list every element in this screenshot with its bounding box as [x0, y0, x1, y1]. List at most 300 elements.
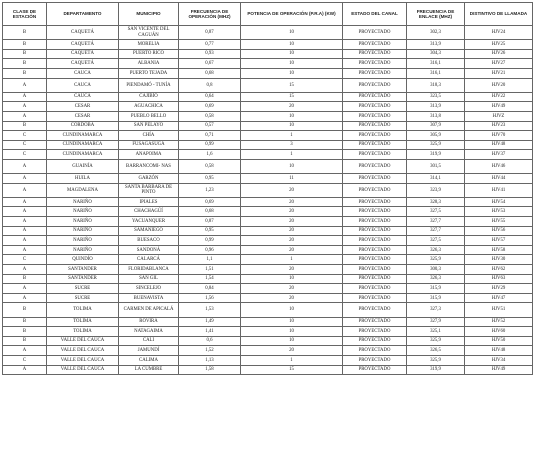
cell-departamento: MAGDALENA — [47, 183, 119, 197]
cell-frecuencia-operacion: 1,23 — [179, 183, 241, 197]
cell-distintivo: HJV46 — [465, 159, 533, 173]
cell-potencia: 10 — [241, 327, 343, 337]
cell-municipio: ROVIRA — [119, 317, 179, 327]
table-row — [3, 355, 533, 365]
cell-municipio: CAJIBÍO — [119, 92, 179, 102]
cell-distintivo: HJV49 — [465, 102, 533, 112]
cell-departamento: NARIÑO — [47, 207, 119, 217]
cell-municipio: SANTA BÁRBARA DE PINTO — [119, 183, 179, 197]
cell-clase: A — [3, 207, 47, 217]
cell-potencia: 10 — [241, 68, 343, 78]
cell-potencia: 10 — [241, 317, 343, 327]
cell-distintivo: HJV30 — [465, 255, 533, 265]
cell-estado: PROYECTADO — [343, 274, 407, 284]
cell-frecuencia-operacion: 0,77 — [179, 40, 241, 50]
cell-frecuencia-operacion: 0,84 — [179, 284, 241, 294]
cell-municipio: CHÍA — [119, 131, 179, 141]
header-potencia: POTENCIA DE OPERACIÓN (P.R.A) (KW) — [241, 3, 343, 26]
cell-clase: A — [3, 236, 47, 246]
cell-frecuencia-enlace: 313,8 — [407, 111, 465, 121]
cell-estado: PROYECTADO — [343, 197, 407, 207]
cell-distintivo: HJV50 — [465, 336, 533, 346]
cell-frecuencia-operacion: 0,58 — [179, 111, 241, 121]
cell-departamento: SANTANDER — [47, 265, 119, 275]
cell-departamento: SUCRE — [47, 293, 119, 303]
table-row — [3, 226, 533, 236]
cell-municipio: FLORIDABLANCA — [119, 265, 179, 275]
cell-clase: A — [3, 102, 47, 112]
table-row — [3, 255, 533, 265]
header-clase: CLASE DE ESTACIÓN — [3, 3, 47, 26]
cell-estado: PROYECTADO — [343, 365, 407, 375]
cell-clase: A — [3, 174, 47, 184]
cell-municipio: ALBANIA — [119, 59, 179, 69]
cell-frecuencia-operacion: 0,68 — [179, 207, 241, 217]
cell-frecuencia-operacion: 0,69 — [179, 102, 241, 112]
cell-municipio: CHACHAGÜÍ — [119, 207, 179, 217]
cell-departamento: CESAR — [47, 102, 119, 112]
cell-frecuencia-operacion: 0,58 — [179, 159, 241, 173]
cell-potencia: 20 — [241, 197, 343, 207]
cell-estado: PROYECTADO — [343, 174, 407, 184]
cell-estado: PROYECTADO — [343, 131, 407, 141]
cell-departamento: TOLIMA — [47, 317, 119, 327]
cell-distintivo: HJVZ — [465, 111, 533, 121]
cell-clase: A — [3, 217, 47, 227]
cell-municipio: AGUACHICA — [119, 102, 179, 112]
cell-departamento: NARIÑO — [47, 217, 119, 227]
cell-frecuencia-enlace: 319,9 — [407, 150, 465, 160]
cell-distintivo: HJV48 — [465, 140, 533, 150]
cell-municipio: PUERTO RICO — [119, 49, 179, 59]
cell-municipio: CALARCÁ — [119, 255, 179, 265]
cell-clase: A — [3, 226, 47, 236]
cell-estado: PROYECTADO — [343, 217, 407, 227]
table-row — [3, 68, 533, 78]
cell-distintivo: HJV54 — [465, 197, 533, 207]
cell-distintivo: HJV41 — [465, 183, 533, 197]
cell-frecuencia-enlace: 304,3 — [407, 49, 465, 59]
cell-potencia: 20 — [241, 102, 343, 112]
cell-potencia: 20 — [241, 346, 343, 356]
table-row — [3, 365, 533, 375]
cell-clase: B — [3, 303, 47, 317]
cell-frecuencia-operacion: 1,6 — [179, 150, 241, 160]
table-row — [3, 78, 533, 92]
header-frecuencia-enlace: FRECUENCIA DE ENLACE (MHZ) — [407, 3, 465, 26]
cell-clase: B — [3, 274, 47, 284]
cell-departamento: CAQUETÁ — [47, 59, 119, 69]
cell-frecuencia-operacion: 0,96 — [179, 245, 241, 255]
cell-frecuencia-enlace: 300,3 — [407, 265, 465, 275]
cell-departamento: NARIÑO — [47, 245, 119, 255]
cell-departamento: CAQUETÁ — [47, 49, 119, 59]
cell-frecuencia-enlace: 315,9 — [407, 293, 465, 303]
cell-estado: PROYECTADO — [343, 68, 407, 78]
cell-departamento: CAQUETÁ — [47, 26, 119, 40]
cell-potencia: 10 — [241, 26, 343, 40]
cell-distintivo: HJV24 — [465, 26, 533, 40]
cell-distintivo: HJV63 — [465, 274, 533, 284]
cell-frecuencia-enlace: 326,3 — [407, 274, 465, 284]
cell-estado: PROYECTADO — [343, 121, 407, 131]
cell-municipio: PUEBLO BELLO — [119, 111, 179, 121]
cell-frecuencia-operacion: 1,53 — [179, 303, 241, 317]
table-row — [3, 121, 533, 131]
table-header-row — [3, 3, 533, 26]
cell-frecuencia-enlace: 301,5 — [407, 159, 465, 173]
cell-clase: B — [3, 336, 47, 346]
cell-departamento: TOLIMA — [47, 327, 119, 337]
cell-frecuencia-enlace: 327,5 — [407, 236, 465, 246]
cell-frecuencia-operacion: 0,87 — [179, 26, 241, 40]
cell-potencia: 1 — [241, 131, 343, 141]
cell-frecuencia-operacion: 0,71 — [179, 131, 241, 141]
cell-frecuencia-operacion: 0,6 — [179, 336, 241, 346]
cell-frecuencia-enlace: 325,9 — [407, 336, 465, 346]
cell-estado: PROYECTADO — [343, 207, 407, 217]
cell-clase: C — [3, 131, 47, 141]
cell-potencia: 1 — [241, 150, 343, 160]
cell-departamento: NARIÑO — [47, 226, 119, 236]
cell-potencia: 15 — [241, 92, 343, 102]
cell-departamento: CÓRDOBA — [47, 121, 119, 131]
cell-municipio: ANAPOIMA — [119, 150, 179, 160]
cell-potencia: 1 — [241, 255, 343, 265]
cell-frecuencia-enlace: 327,5 — [407, 207, 465, 217]
cell-frecuencia-enlace: 326,3 — [407, 245, 465, 255]
stations-table — [2, 2, 533, 375]
cell-frecuencia-operacion: 1,58 — [179, 365, 241, 375]
cell-potencia: 10 — [241, 336, 343, 346]
cell-frecuencia-enlace: 323,9 — [407, 183, 465, 197]
cell-potencia: 10 — [241, 121, 343, 131]
cell-frecuencia-operacion: 1,1 — [179, 255, 241, 265]
cell-frecuencia-enlace: 316,1 — [407, 59, 465, 69]
cell-distintivo: HJV29 — [465, 284, 533, 294]
cell-distintivo: HJV60 — [465, 327, 533, 337]
cell-frecuencia-enlace: 302,3 — [407, 26, 465, 40]
cell-frecuencia-operacion: 1,41 — [179, 327, 241, 337]
cell-clase: A — [3, 92, 47, 102]
cell-departamento: GUAINÍA — [47, 159, 119, 173]
cell-frecuencia-enlace: 313,9 — [407, 40, 465, 50]
cell-potencia: 15 — [241, 78, 343, 92]
cell-departamento: CUNDINAMARCA — [47, 140, 119, 150]
cell-departamento: CAUCA — [47, 92, 119, 102]
cell-distintivo: HJV58 — [465, 245, 533, 255]
cell-frecuencia-enlace: 327,7 — [407, 217, 465, 227]
table-row — [3, 236, 533, 246]
cell-potencia: 20 — [241, 207, 343, 217]
table-row — [3, 159, 533, 173]
cell-potencia: 11 — [241, 174, 343, 184]
cell-potencia: 10 — [241, 49, 343, 59]
cell-potencia: 10 — [241, 40, 343, 50]
cell-estado: PROYECTADO — [343, 327, 407, 337]
cell-potencia: 10 — [241, 303, 343, 317]
cell-frecuencia-enlace: 328,3 — [407, 197, 465, 207]
cell-distintivo: HJV34 — [465, 355, 533, 365]
cell-estado: PROYECTADO — [343, 159, 407, 173]
table-row — [3, 92, 533, 102]
cell-estado: PROYECTADO — [343, 265, 407, 275]
cell-frecuencia-operacion: 0,99 — [179, 236, 241, 246]
header-frecuencia-operacion: FRECUENCIA DE OPERACIÓN (MHZ) — [179, 3, 241, 26]
cell-frecuencia-enlace: 325,9 — [407, 255, 465, 265]
cell-potencia: 20 — [241, 284, 343, 294]
cell-distintivo: HJV51 — [465, 303, 533, 317]
cell-frecuencia-operacion: 0,57 — [179, 121, 241, 131]
cell-potencia: 3 — [241, 140, 343, 150]
table-row — [3, 140, 533, 150]
cell-municipio: SAN VICENTE DEL CAGUÁN — [119, 26, 179, 40]
cell-distintivo: HJV27 — [465, 59, 533, 69]
cell-estado: PROYECTADO — [343, 284, 407, 294]
cell-frecuencia-operacion: 1,52 — [179, 346, 241, 356]
cell-potencia: 20 — [241, 183, 343, 197]
cell-frecuencia-operacion: 0,8 — [179, 78, 241, 92]
cell-potencia: 10 — [241, 111, 343, 121]
table-row — [3, 327, 533, 337]
cell-distintivo: HJV53 — [465, 207, 533, 217]
cell-municipio: CALI — [119, 336, 179, 346]
cell-clase: C — [3, 140, 47, 150]
cell-municipio: BUESACO — [119, 236, 179, 246]
cell-distintivo: HJV22 — [465, 92, 533, 102]
table-row — [3, 59, 533, 69]
cell-distintivo: HJV48 — [465, 346, 533, 356]
cell-clase: A — [3, 346, 47, 356]
table-row — [3, 245, 533, 255]
cell-frecuencia-enlace: 323,5 — [407, 92, 465, 102]
cell-frecuencia-enlace: 316,1 — [407, 68, 465, 78]
cell-departamento: TOLIMA — [47, 303, 119, 317]
cell-municipio: LA CUMBRE — [119, 365, 179, 375]
cell-clase: B — [3, 59, 47, 69]
cell-frecuencia-operacion: 1,54 — [179, 274, 241, 284]
cell-departamento: VALLE DEL CAUCA — [47, 336, 119, 346]
cell-estado: PROYECTADO — [343, 102, 407, 112]
cell-estado: PROYECTADO — [343, 293, 407, 303]
cell-distintivo: HJV25 — [465, 40, 533, 50]
cell-frecuencia-enlace: 325,9 — [407, 140, 465, 150]
cell-distintivo: HJV20 — [465, 78, 533, 92]
cell-frecuencia-enlace: 325,1 — [407, 327, 465, 337]
cell-estado: PROYECTADO — [343, 236, 407, 246]
cell-clase: A — [3, 197, 47, 207]
cell-distintivo: HJV62 — [465, 265, 533, 275]
cell-frecuencia-operacion: 0,67 — [179, 59, 241, 69]
cell-potencia: 15 — [241, 365, 343, 375]
table-row — [3, 293, 533, 303]
cell-departamento: VALLE DEL CAUCA — [47, 365, 119, 375]
cell-clase: C — [3, 355, 47, 365]
table-row — [3, 49, 533, 59]
header-departamento: DEPARTAMENTO — [47, 3, 119, 26]
table-row — [3, 26, 533, 40]
table-row — [3, 284, 533, 294]
header-estado: ESTADO DEL CANAL — [343, 3, 407, 26]
cell-potencia: 10 — [241, 159, 343, 173]
cell-frecuencia-enlace: 319,9 — [407, 365, 465, 375]
cell-potencia: 20 — [241, 217, 343, 227]
cell-departamento: NARIÑO — [47, 236, 119, 246]
cell-departamento: NARIÑO — [47, 197, 119, 207]
cell-clase: B — [3, 26, 47, 40]
cell-clase: A — [3, 365, 47, 375]
cell-distintivo: HJV23 — [465, 121, 533, 131]
cell-clase: B — [3, 327, 47, 337]
table-row — [3, 207, 533, 217]
cell-frecuencia-enlace: 325,9 — [407, 355, 465, 365]
cell-municipio: MORELIA — [119, 40, 179, 50]
cell-clase: A — [3, 159, 47, 173]
cell-departamento: HUILA — [47, 174, 119, 184]
cell-municipio: IPIALES — [119, 197, 179, 207]
cell-municipio: SINCELEJO — [119, 284, 179, 294]
cell-frecuencia-operacion: 1,13 — [179, 355, 241, 365]
cell-municipio: PIENDAMÓ - TUNÍA — [119, 78, 179, 92]
table-row — [3, 150, 533, 160]
cell-estado: PROYECTADO — [343, 183, 407, 197]
cell-estado: PROYECTADO — [343, 317, 407, 327]
table-row — [3, 336, 533, 346]
cell-distintivo: HJV37 — [465, 150, 533, 160]
cell-estado: PROYECTADO — [343, 40, 407, 50]
table-row — [3, 183, 533, 197]
table-row — [3, 174, 533, 184]
cell-municipio: BARRANCOMI- NAS — [119, 159, 179, 173]
cell-distintivo: HJV26 — [465, 49, 533, 59]
cell-estado: PROYECTADO — [343, 355, 407, 365]
cell-departamento: CAUCA — [47, 68, 119, 78]
cell-potencia: 1 — [241, 355, 343, 365]
cell-estado: PROYECTADO — [343, 92, 407, 102]
cell-potencia: 20 — [241, 226, 343, 236]
cell-frecuencia-operacion: 0,95 — [179, 226, 241, 236]
cell-estado: PROYECTADO — [343, 59, 407, 69]
cell-municipio: JAMUNDÍ — [119, 346, 179, 356]
cell-estado: PROYECTADO — [343, 303, 407, 317]
cell-frecuencia-enlace: 326,5 — [407, 346, 465, 356]
cell-clase: A — [3, 265, 47, 275]
cell-estado: PROYECTADO — [343, 150, 407, 160]
cell-clase: B — [3, 40, 47, 50]
cell-clase: A — [3, 111, 47, 121]
cell-distintivo: HJV21 — [465, 68, 533, 78]
cell-departamento: SUCRE — [47, 284, 119, 294]
cell-clase: A — [3, 293, 47, 303]
cell-municipio: BUENAVISTA — [119, 293, 179, 303]
cell-frecuencia-enlace: 315,9 — [407, 284, 465, 294]
cell-estado: PROYECTADO — [343, 49, 407, 59]
cell-departamento: CAQUETÁ — [47, 40, 119, 50]
cell-municipio: SAN GIL — [119, 274, 179, 284]
cell-departamento: VALLE DEL CAUCA — [47, 346, 119, 356]
cell-clase: B — [3, 68, 47, 78]
cell-departamento: CUNDINAMARCA — [47, 131, 119, 141]
cell-frecuencia-operacion: 0,99 — [179, 140, 241, 150]
cell-frecuencia-enlace: 327,9 — [407, 317, 465, 327]
cell-departamento: QUINDÍO — [47, 255, 119, 265]
cell-municipio: SAMANIEGO — [119, 226, 179, 236]
cell-potencia: 20 — [241, 245, 343, 255]
table-row — [3, 274, 533, 284]
cell-estado: PROYECTADO — [343, 245, 407, 255]
cell-distintivo: HJV56 — [465, 226, 533, 236]
cell-frecuencia-enlace: 318,3 — [407, 78, 465, 92]
cell-estado: PROYECTADO — [343, 26, 407, 40]
header-municipio: MUNICIPIO — [119, 3, 179, 26]
table-row — [3, 131, 533, 141]
cell-estado: PROYECTADO — [343, 226, 407, 236]
cell-municipio: PUERTO TEJADA — [119, 68, 179, 78]
cell-frecuencia-operacion: 0,93 — [179, 49, 241, 59]
cell-frecuencia-enlace: 327,7 — [407, 226, 465, 236]
cell-estado: PROYECTADO — [343, 140, 407, 150]
cell-potencia: 20 — [241, 236, 343, 246]
table-row — [3, 102, 533, 112]
cell-estado: PROYECTADO — [343, 255, 407, 265]
cell-municipio: GARZÓN — [119, 174, 179, 184]
cell-estado: PROYECTADO — [343, 336, 407, 346]
cell-frecuencia-enlace: 313,9 — [407, 102, 465, 112]
cell-distintivo: HJV49 — [465, 365, 533, 375]
cell-distintivo: HJV47 — [465, 293, 533, 303]
table-row — [3, 346, 533, 356]
cell-clase: B — [3, 49, 47, 59]
cell-estado: PROYECTADO — [343, 111, 407, 121]
cell-frecuencia-operacion: 1,51 — [179, 265, 241, 275]
cell-clase: B — [3, 121, 47, 131]
cell-potencia: 20 — [241, 265, 343, 275]
cell-departamento: CESAR — [47, 111, 119, 121]
cell-municipio: YACUANQUER — [119, 217, 179, 227]
cell-distintivo: HJV70 — [465, 131, 533, 141]
cell-clase: B — [3, 317, 47, 327]
cell-frecuencia-enlace: 305,9 — [407, 131, 465, 141]
cell-frecuencia-enlace: 307,9 — [407, 121, 465, 131]
cell-distintivo: HJV44 — [465, 174, 533, 184]
table-row — [3, 197, 533, 207]
cell-frecuencia-operacion: 0,68 — [179, 68, 241, 78]
cell-departamento: CUNDINAMARCA — [47, 150, 119, 160]
cell-departamento: SANTANDER — [47, 274, 119, 284]
cell-municipio: CARMEN DE APICALÁ — [119, 303, 179, 317]
table-row — [3, 217, 533, 227]
cell-departamento: CAUCA — [47, 78, 119, 92]
cell-frecuencia-operacion: 0,69 — [179, 197, 241, 207]
cell-clase: C — [3, 150, 47, 160]
table-body — [3, 26, 533, 375]
cell-distintivo: HJV55 — [465, 217, 533, 227]
cell-municipio: FUSAGASUGÁ — [119, 140, 179, 150]
cell-frecuencia-operacion: 0,87 — [179, 217, 241, 227]
header-distintivo: DISTINTIVO DE LLAMADA — [465, 3, 533, 26]
cell-potencia: 20 — [241, 293, 343, 303]
cell-frecuencia-operacion: 0,64 — [179, 92, 241, 102]
cell-frecuencia-operacion: 0,95 — [179, 174, 241, 184]
cell-estado: PROYECTADO — [343, 78, 407, 92]
table-row — [3, 111, 533, 121]
table-row — [3, 40, 533, 50]
cell-frecuencia-operacion: 1,49 — [179, 317, 241, 327]
cell-clase: C — [3, 255, 47, 265]
cell-potencia: 10 — [241, 274, 343, 284]
cell-municipio: NATAGAIMA — [119, 327, 179, 337]
cell-municipio: CALIMA — [119, 355, 179, 365]
